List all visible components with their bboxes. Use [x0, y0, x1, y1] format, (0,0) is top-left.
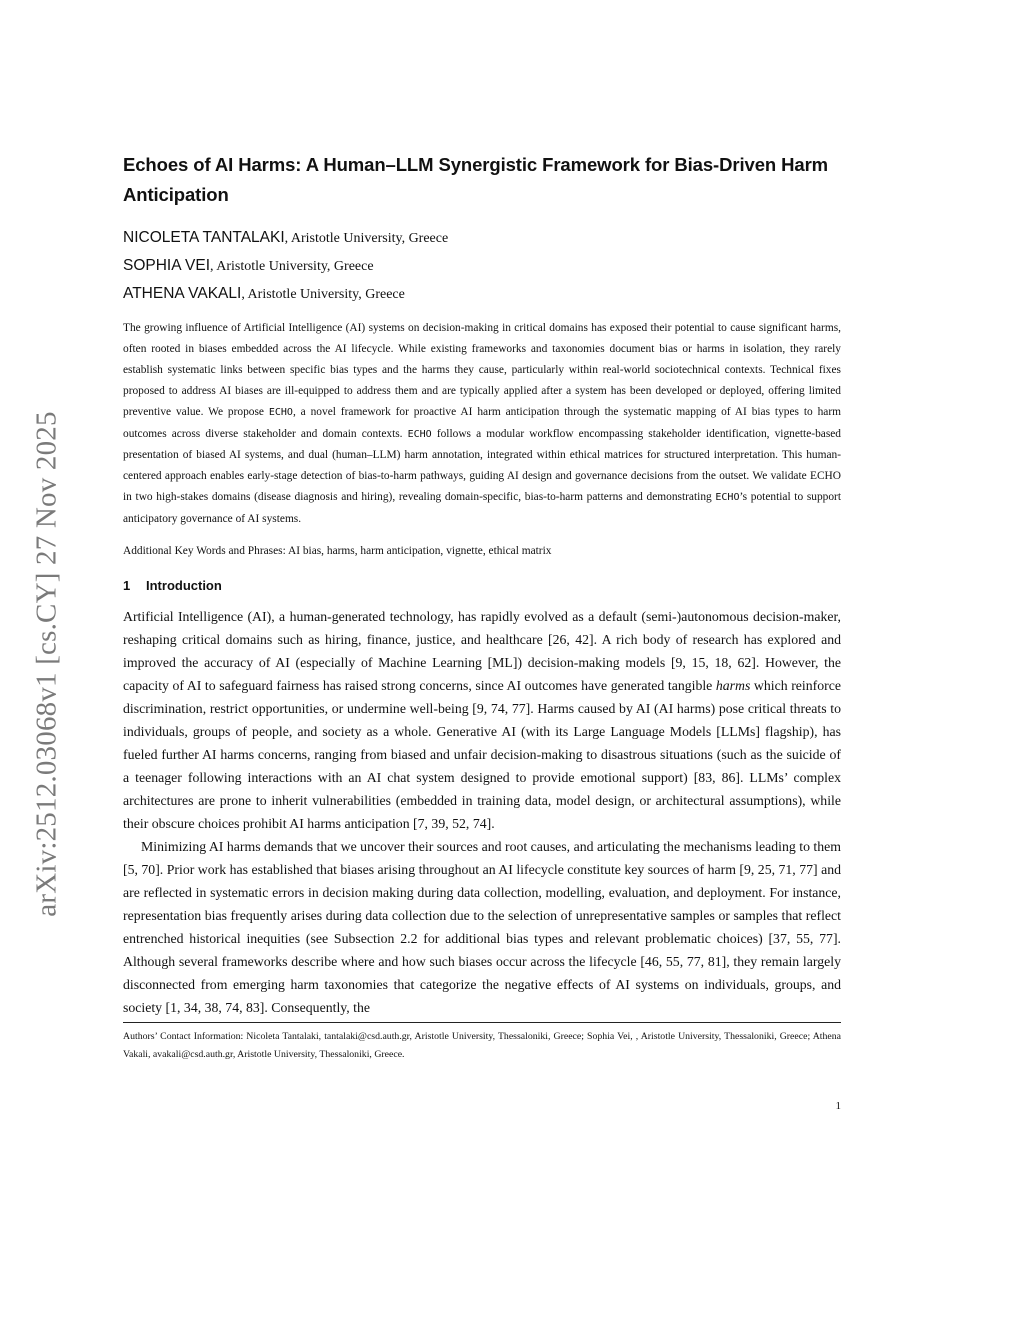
paragraph-text: which reinforce discrimination, restrict opportunities, or undermine well-being [9, 74, 77]. Harms caused by AI (AI harms) pose critical threats to individuals, groups of people, and society as a whole. Generative AI (with its Large Language Models [LLMs] flagship), has fueled further AI harms concerns, ranging from biased and unfair decision-making to disastrous situations (such as the suicide of a teenager following interactions with an AI chat system designed to provide emotional support) [83, 86]. LLMs’ complex architectures are prone to inherit vulnerabilities (embedded in training data, model design, or architectural assumptions), while their obscure choices prohibit AI harms anticipation [7, 39, 52, 74].	[123, 678, 841, 832]
author-entry	[123, 252, 841, 280]
section-number: 1	[123, 578, 131, 594]
author-name: NICOLETA TANTALAKI	[123, 229, 285, 246]
paragraph-text: Artificial Intelligence (AI), a human-generated technology, has rapidly evolved as a default (semi-)autonomous decision-maker, reshaping critical domains such as hiring, finance, justice, and healthcare [26, 42]. A rich body of research has explored and improved the accuracy of AI (especially of Machine Learning [ML]) decision-making models [9, 15, 18, 62]. However, the capacity of AI to safeguard fairness has raised strong concerns, since AI outcomes have generated tangible	[123, 609, 841, 694]
author-affiliation: , Aristotle University, Greece	[284, 231, 449, 246]
keywords: Additional Key Words and Phrases: AI bias, harms, harm anticipation, vignette, ethical matrix	[123, 545, 552, 558]
arxiv-identifier: arXiv:2512.03068v1 [cs.CY] 27 Nov 2025	[30, 411, 63, 917]
author-contact-footnote: Authors’ Contact Information: Nicoleta Tantalaki, tantalaki@csd.auth.gr, Aristotle University, Thessaloniki, Greece; Sophia Vei, , Aristotle University, Thessaloniki, Greece; Athena Vakali, avakali@csd.auth.gr, Aristotle University, Thessaloniki, Greece.	[123, 1031, 841, 1061]
emphasized-term: harms	[715, 678, 751, 694]
author-entry	[123, 224, 841, 252]
arxiv-sidebar-stamp	[30, 368, 64, 960]
author-name: SOPHIA VEI	[123, 257, 211, 274]
paper-title: Echoes of AI Harms: A Human–LLM Synergistic Framework for Bias-Driven Harm Anticipation	[123, 154, 829, 205]
abstract-text: The growing influence of Artificial Intelligence (AI) systems on decision-making in critical domains has exposed their potential to cause significant harms, often rooted in biases embedded across the AI lifecycle. While existing frameworks and taxonomies document bias or harms in isolation, they rarely establish systematic links between specific bias types and the harms they cause, particularly within real-world sociotechnical contexts. Technical fixes proposed to address AI biases are ill-equipped to address them and are typically applied after a system has been developed or deployed, offering limited preventive value. We propose	[123, 322, 841, 418]
author-name: ATHENA VAKALI	[123, 285, 242, 302]
abstract-text: follows a modular workflow encompassing stakeholder identification, vignette-based presentation of biased AI systems, and dual (human–LLM) harm annotation, integrated within ethical matrices for structured interpretation. This human-centered approach enables early-stage detection of bias-to-harm pathways, guiding AI design and governance decisions from the outset. We validate ECHO in two high-stakes domains (disease diagnosis and hiring), revealing domain-specific, bias-to-harm patterns and demonstrating	[123, 427, 842, 504]
section-title: Introduction	[146, 578, 222, 594]
section-heading	[123, 576, 841, 596]
framework-name: ECHO	[407, 428, 432, 440]
author-entry	[123, 280, 841, 308]
author-list	[123, 224, 841, 308]
framework-name: ECHO	[715, 492, 740, 504]
paper-page	[123, 150, 841, 1064]
abstract	[123, 318, 841, 530]
body-paragraph	[123, 605, 841, 835]
abstract-text: ’s potential to support anticipatory governance of AI systems.	[123, 491, 841, 526]
page-number: 1	[835, 1100, 841, 1112]
footnote-divider	[123, 1022, 841, 1023]
author-affiliation: , Aristotle University, Greece	[241, 287, 405, 302]
author-affiliation: , Aristotle University, Greece	[210, 259, 374, 274]
abstract-text: , a novel framework for proactive AI harm anticipation through the systematic mapping of AI bias types to harm outcomes across diverse stakeholder and domain contexts.	[123, 405, 841, 440]
body-paragraph: Minimizing AI harms demands that we uncover their sources and root causes, and articulating the mechanisms leading to them [5, 70]. Prior work has established that biases arising throughout an AI lifecycle constitute key sources of harm [9, 25, 71, 77] and are reflected in systematic errors in decision making during data collection, modelling, evaluation, and deployment. For instance, representation bias frequently arises during data collection due to the selection of unrepresentative samples or samples that reflect entrenched historical inequities (see Subsection 2.2 for additional bias types and relevant problematic choices) [37, 55, 77]. Although several frameworks describe where and how such biases occur across the lifecycle [46, 55, 77, 81], they remain largely disconnected from emerging harm taxonomies that categorize the negative effects of AI systems on individuals, groups, and society [1, 34, 38, 74, 83]. Consequently, the	[123, 839, 842, 1016]
framework-name: ECHO	[268, 406, 293, 418]
